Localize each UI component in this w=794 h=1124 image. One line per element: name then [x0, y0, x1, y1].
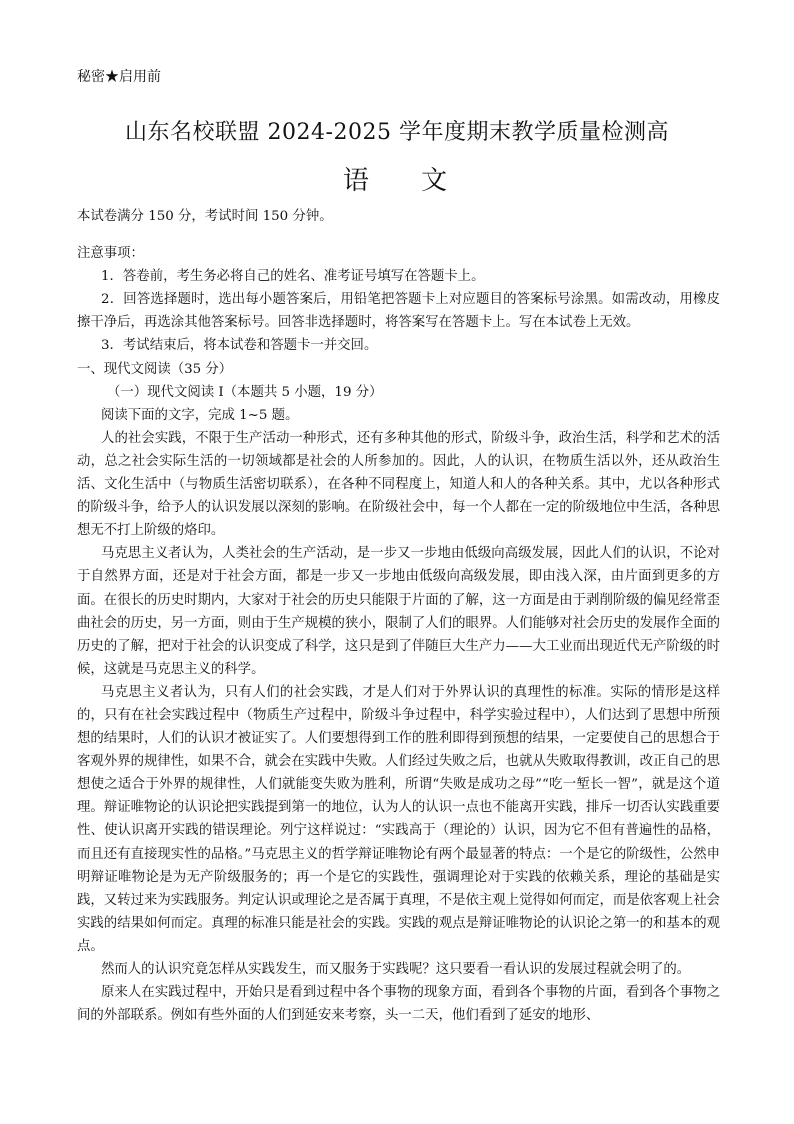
- passage-paragraph: 原来人在实践过程中，开始只是看到过程中各个事物的现象方面，看到各个事物的片面，看到各个事物之间的外部联系。例如有些外面的人们到延安来考察，头一二天，他们看到了延安的地形、: [77, 985, 720, 1024]
- reading-instruction: 阅读下面的文字，完成 1~5 题。: [101, 407, 299, 423]
- note-item: 2．回答选择题时，选出每小题答案后，用铅笔把答题卡上对应题目的答案标号涂黑。如需改动，用橡皮擦干净后，再选涂其他答案标号。回答非选择题时，将答案写在答题卡上。写在本试卷上无效。: [77, 292, 720, 331]
- note-item: 3．考试结束后，将本试卷和答题卡一并交回。: [101, 338, 378, 354]
- document-body: [77, 205, 720, 1027]
- subsection-heading: （一）现代文阅读 I（本题共 5 小题，19 分）: [107, 384, 383, 400]
- passage-paragraph: 马克思主义者认为，只有人们的社会实践，才是人们对于外界认识的真理性的标准。实际的情形是这样的，只有在社会实践过程中（物质生产过程中，阶级斗争过程中，科学实验过程中），人们达到了思想中所预想的结果时，人们的认识才被证实了。人们要想得到工作的胜利即得到预想的结果，一定要使自己的思想合于客观外界的规律性，如果不合，就会在实践中失败。人们经过失败之后，也就从失败取得教训，改正自己的思想使之适合于外界的规律性，人们就能变失败为胜利，所谓“失败是成功之母”“吃一堑长一智”，就是这个道理。辩证唯物论的认识论把实践提到第一的地位，认为人的认识一点也不能离开实践，排斥一切否认实践重要性、使认识离开实践的错误理论。列宁这样说过：“实践高于（理论的）认识，因为它不但有普遍性的品格，而且还有直接现实性的品格。”马克思主义的哲学辩证唯物论有两个最显著的特点：一个是它的阶级性，公然申明辩证唯物论是为无产阶级服务的；再一个是它的实践性，强调理论对于实践的依赖关系，理论的基础是实践，又转过来为实践服务。判定认识或理论之是否属于真理，不是依主观上觉得如何而定，而是依客观上社会实践的结果如何而定。真理的标准只能是社会的实践。实践的观点是辩证唯物论的认识论之第一的和基本的观点。: [77, 684, 720, 954]
- confidential-label: 秘密★启用前: [77, 69, 161, 85]
- section-heading: 一、现代文阅读（35 分）: [77, 361, 233, 377]
- passage-paragraph: 马克思主义者认为，人类社会的生产活动，是一步又一步地由低级向高级发展，因此人们的认识，不论对于自然界方面，还是对于社会方面，都是一步又一步地由低级向高级发展，即由浅入深，由片面到更多的方面。在很长的历史时期内，大家对于社会的历史只能限于片面的了解，这一方面是由于剥削阶级的偏见经常歪曲社会的历史，另一方面，则由于生产规模的狭小，限制了人们的眼界。人们能够对社会历史的发展作全面的历史的了解，把对于社会的认识变成了科学，这只是到了伴随巨大生产力——大工业而出现近代无产阶级的时候，这就是马克思主义的科学。: [77, 546, 720, 677]
- passage-paragraph: 人的社会实践，不限于生产活动一种形式，还有多种其他的形式，阶级斗争，政治生活，科学和艺术的活动，总之社会实际生活的一切领域都是社会的人所参加的。因此，人的认识，在物质生活以外，还从政治生活、文化生活中（与物质生活密切联系），在各种不同程度上，知道人和人的各种关系。其中，尤以各种形式的阶级斗争，给予人的认识发展以深刻的影响。在阶级社会中，每一个人都在一定的阶级地位中生活，各种思想无不打上阶级的烙印。: [77, 430, 720, 539]
- exam-title: 山东名校联盟 2024-2025 学年度期末教学质量检测高: [125, 120, 669, 145]
- score-time-line: 本试卷满分 150 分，考试时间 150 分钟。: [77, 209, 333, 224]
- subject-title: 语 文: [342, 166, 470, 196]
- notes-title: 注意事项：: [77, 246, 144, 262]
- passage-paragraph: 然而人的认识究竟怎样从实践发生，而又服务于实践呢？这只要看一看认识的发展过程就会明了的。: [101, 962, 691, 977]
- note-item: 1．答卷前，考生务必将自己的姓名、准考证号填写在答题卡上。: [101, 269, 485, 285]
